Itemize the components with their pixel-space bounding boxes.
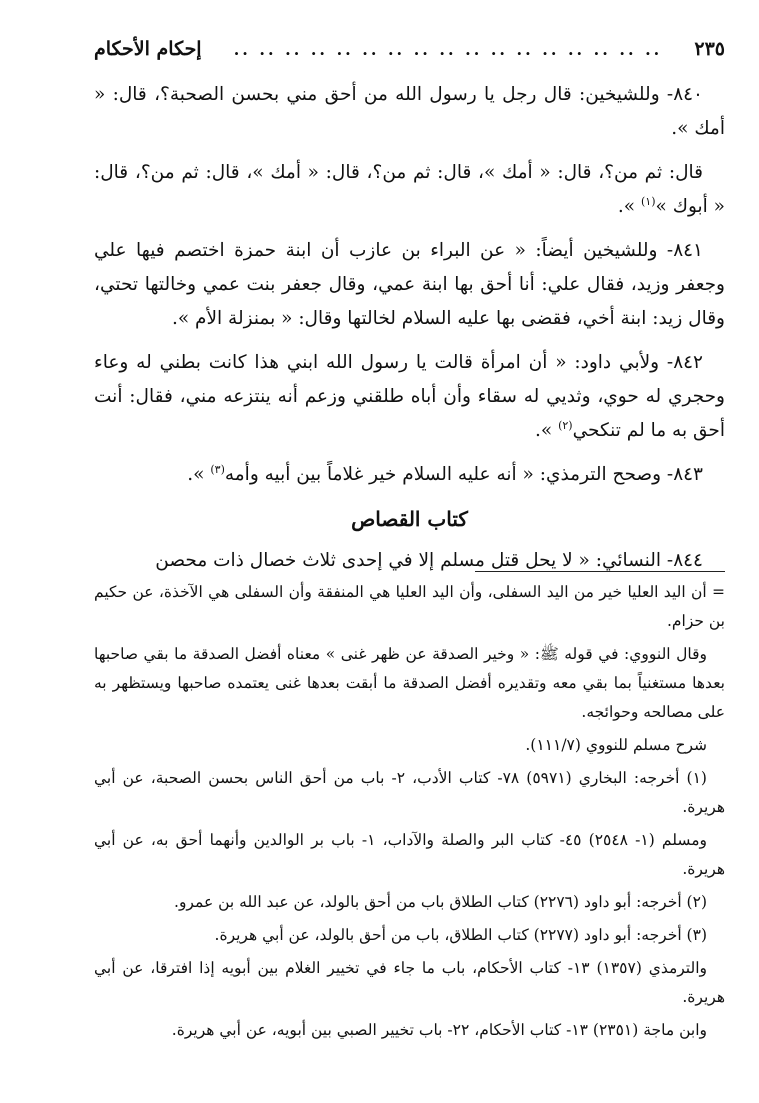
footnote-line: ومسلم (١- ٢٥٤٨) ٤٥- كتاب البر والصلة والآداب، ١- باب بر الوالدين وأنهما أحق به، عن أبي هريرة.: [94, 831, 725, 878]
hadith-840: [94, 78, 725, 146]
footnote-1: (١) أخرجه: البخاري (٥٩٧١) ٧٨- كتاب الأدب، ٢- باب من أحق الناس بحسن الصحبة، عن أبي هريرة.: [94, 769, 725, 816]
page-number: ٢٣٥: [694, 38, 725, 60]
footnote-3: (٣) أخرجه: أبو داود (٢٢٧٧) كتاب الطلاق، باب من أحق بالولد، عن أبي هريرة.: [214, 926, 707, 944]
footnote-line: وابن ماجة (٢٣٥١) ١٣- كتاب الأحكام، ٢٢- باب تخيير الصبي بين أبويه، عن أبي هريرة.: [171, 1021, 707, 1039]
hadith-842-text: ٨٤٢- ولأبي داود: « أن امرأة قالت يا رسول الله ابني هذا كانت بطني له وعاء وحجري له حوي، وثديي له سقاء وأن أباه طلقني وزعم أنه ينتزعه مني، فقال: أنت أحق به ما لم تنكحي: [94, 352, 725, 441]
footnote-2: (٢) أخرجه: أبو داود (٢٢٧٦) كتاب الطلاق باب من أحق بالولد، عن عبد الله بن عمرو.: [174, 893, 707, 911]
footnote-line: وقال النووي: في قوله ﷺ: « وخير الصدقة عن ظهر غنى » معناه أفضل الصدقة ما بقي صاحبها بعدها مستغنياً بما بقي معه وتقديره أفضل الصدقة ما أبقت بعدها غنى يعتمده صاحبها ويستظهر به على مصالحه وحوائجه.: [94, 645, 725, 721]
header-leader-dots: .. .. .. .. .. .. .. .. .. .. .. .. .. .. .. .. ..: [233, 39, 663, 59]
hadith-840-continuation: [94, 156, 725, 224]
hadith-844-text: ٨٤٤- النسائي: « لا يحل قتل مسلم إلا في إحدى ثلاث خصال ذات محصن: [155, 550, 703, 571]
closing-quote: ».: [617, 196, 641, 217]
footnotes: [94, 578, 725, 1049]
hadith-841: [94, 234, 725, 336]
closing-quote: ».: [534, 420, 559, 441]
main-text: [94, 78, 725, 588]
footnote-ref-3[interactable]: (٣): [210, 462, 225, 476]
hadith-843: [94, 458, 725, 492]
hadith-843-text: ٨٤٣- وصحح الترمذي: « أنه عليه السلام خير غلاماً بين أبيه وأمه: [224, 464, 703, 485]
hadith-840-text: ٨٤٠- وللشيخين: قال رجل يا رسول الله من أحق مني بحسن الصحبة؟، قال: « أمك ».: [94, 84, 725, 139]
footnote-line: = أن اليد العليا خير من اليد السفلى، وأن اليد العليا هي المنفقة وأن السفلى هي الآخذة، عن حكيم بن حزام.: [94, 583, 725, 630]
footnote-line: والترمذي (١٣٥٧) ١٣- كتاب الأحكام، باب ما جاء في تخيير الغلام بين أبويه إذا افترقا، عن أبي هريرة.: [94, 959, 725, 1006]
section-title: كتاب القصاص: [351, 507, 468, 531]
footnote-line: شرح مسلم للنووي (١١١/٧).: [525, 736, 707, 754]
footnote-separator: [475, 571, 725, 572]
footnote-ref-2[interactable]: (٢): [558, 418, 573, 432]
page-header: [94, 34, 725, 64]
hadith-844: [94, 544, 725, 578]
hadith-841-text: ٨٤١- وللشيخين أيضاً: « عن البراء بن عازب أن ابنة حمزة اختصم فيها علي وجعفر وزيد، فقال علي: أنا أحق بها ابنة عمي، وقال جعفر بنت عمي وخالتها تحتي، وقال زيد: ابنة أخي، فقضى بها عليه السلام لخالتها وقال: « بمنزلة الأم ».: [94, 240, 725, 329]
running-title: إحكام الأحكام: [94, 38, 202, 60]
footnote-ref-1[interactable]: (١): [640, 194, 656, 208]
hadith-842: [94, 346, 725, 448]
closing-quote: ».: [187, 464, 211, 485]
hadith-840-continuation-text: قال: ثم من؟، قال: « أمك »، قال: ثم من؟، قال: « أمك »، قال: ثم من؟، قال: « أبوك »: [94, 162, 725, 217]
